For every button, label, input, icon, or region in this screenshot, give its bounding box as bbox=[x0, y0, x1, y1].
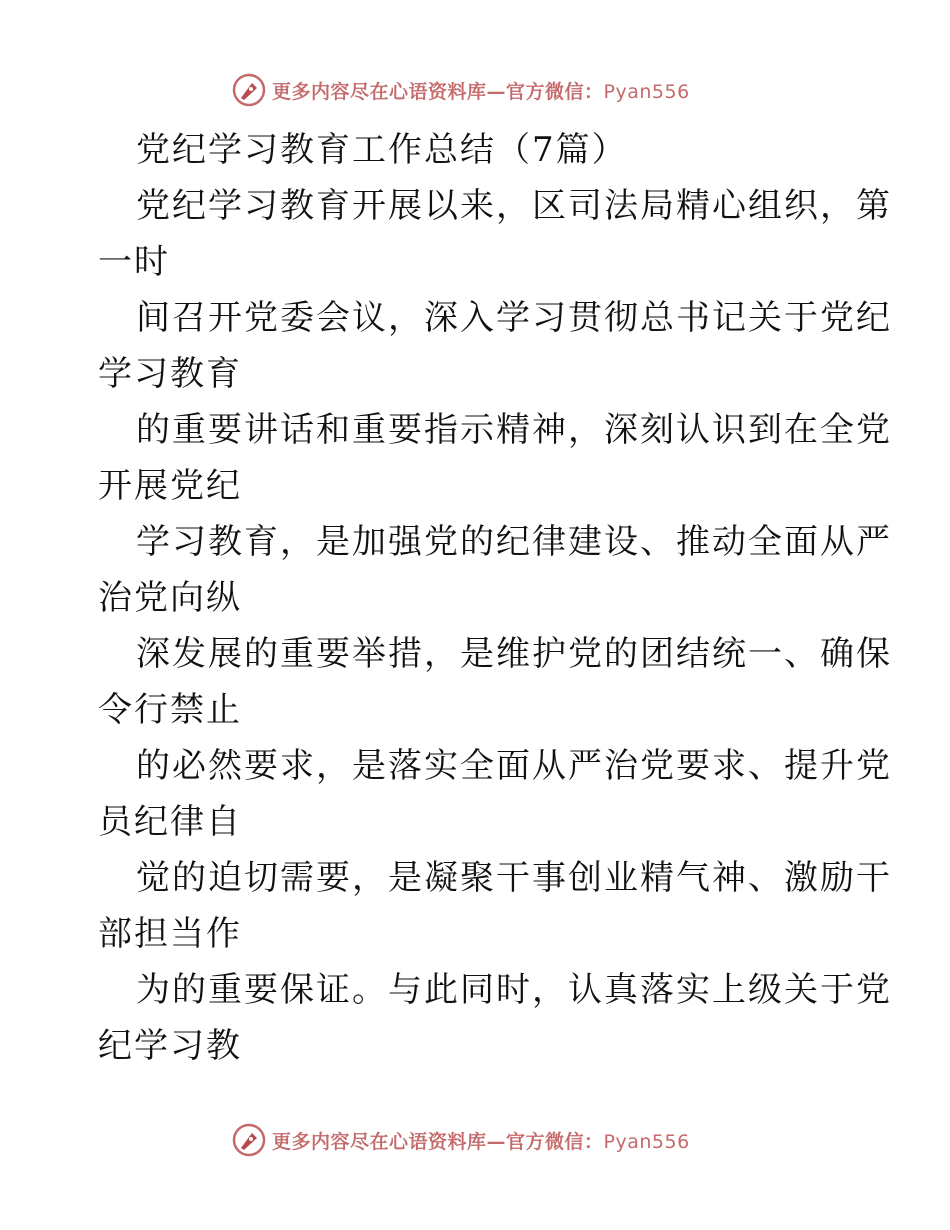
document-body bbox=[98, 122, 892, 1074]
pen-nib-logo-icon bbox=[232, 73, 266, 107]
body-line: 觉的迫切需要，是凝聚干事创业精气神、激励干 bbox=[136, 858, 892, 898]
body-line: 的重要讲话和重要指示精神，深刻认识到在全党 bbox=[136, 410, 892, 450]
body-line: 部担当作 bbox=[98, 914, 242, 954]
body-line: 开展党纪 bbox=[98, 466, 242, 506]
body-line: 深发展的重要举措，是维护党的团结统一、确保 bbox=[136, 634, 892, 674]
body-line: 间召开党委会议，深入学习贯彻总书记关于党纪 bbox=[136, 298, 892, 338]
body-line: 纪学习教 bbox=[98, 1026, 242, 1066]
body-line: 学习教育 bbox=[98, 354, 242, 394]
watermark-text: 更多内容尽在心语资料库—官方微信：Pyan556 bbox=[272, 1130, 690, 1153]
document-title: 党纪学习教育工作总结（7篇） bbox=[136, 130, 628, 170]
body-line: 党纪学习教育开展以来，区司法局精心组织，第 bbox=[136, 186, 892, 226]
header-watermark bbox=[232, 72, 690, 108]
body-line: 员纪律自 bbox=[98, 802, 242, 842]
body-line: 治党向纵 bbox=[98, 578, 242, 618]
pen-nib-logo-icon bbox=[232, 1123, 266, 1157]
body-line: 一时 bbox=[98, 242, 170, 282]
watermark-text: 更多内容尽在心语资料库—官方微信：Pyan556 bbox=[272, 80, 690, 103]
body-line: 为的重要保证。与此同时，认真落实上级关于党 bbox=[136, 970, 892, 1010]
footer-watermark bbox=[232, 1122, 690, 1158]
body-line: 令行禁止 bbox=[98, 690, 242, 730]
body-line: 学习教育，是加强党的纪律建设、推动全面从严 bbox=[136, 522, 892, 562]
body-line: 的必然要求，是落实全面从严治党要求、提升党 bbox=[136, 746, 892, 786]
